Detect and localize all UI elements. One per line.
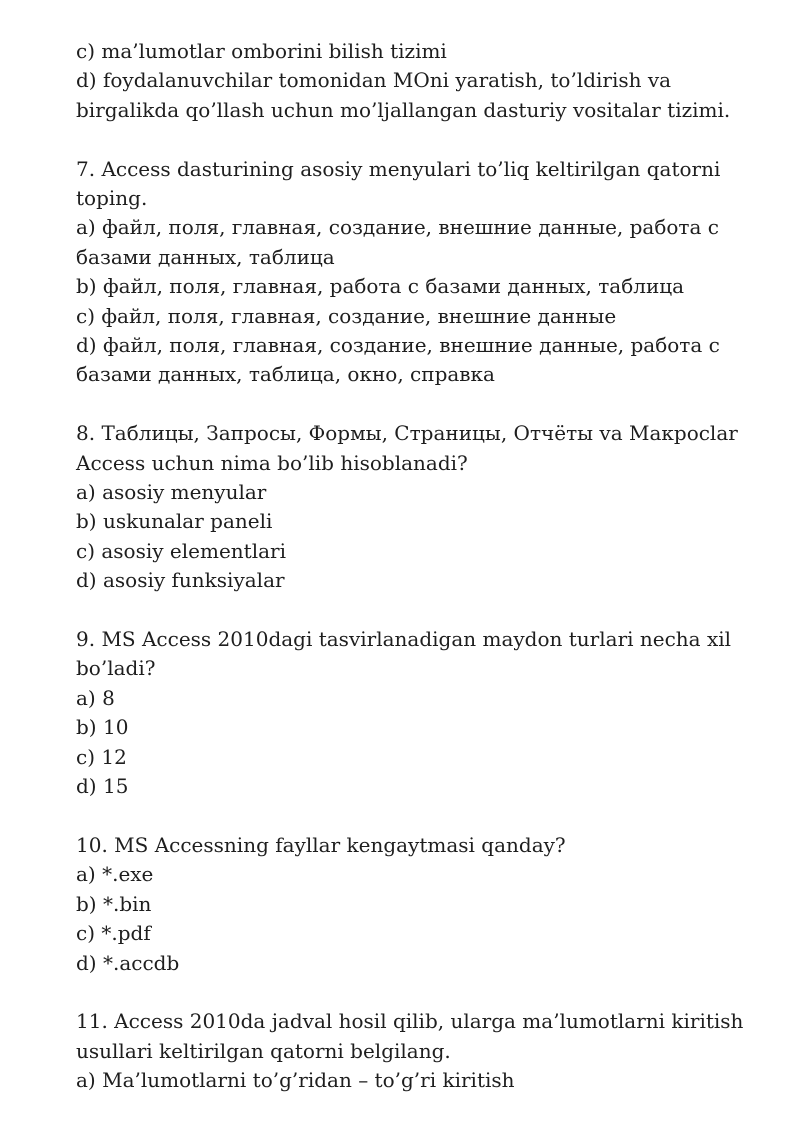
question-block-9 <box>76 625 766 801</box>
answer-option: c) ma’lumotlar omborini bilish tizimi <box>76 39 447 63</box>
answer-option: a) asosiy menyular <box>76 480 267 505</box>
question-block-8 <box>76 419 766 595</box>
answer-option: b) uskunalar paneli <box>76 509 273 534</box>
answer-option: c) *.pdf <box>76 921 151 946</box>
question-block-11 <box>76 1007 766 1095</box>
answer-option: d) 15 <box>76 774 129 799</box>
answer-option: d) *.accdb <box>76 950 180 975</box>
answer-option: a) *.exe <box>76 862 154 887</box>
answer-option: d) файл, поля, главная, создание, внешние данные, работа с <box>76 333 720 358</box>
question-text: 8. Таблицы, Запросы, Формы, Страницы, Отчёты va Макросlar <box>76 421 738 446</box>
question-text: bo’ladi? <box>76 656 156 681</box>
question-block-10 <box>76 831 766 978</box>
answer-option: d) foydalanuvchilar tomonidan MOni yaratish, to’ldirish va <box>76 68 672 93</box>
answer-option: b) 10 <box>76 715 129 740</box>
question-text: 11. Access 2010da jadval hosil qilib, ularga ma’lumotlarni kiritish <box>76 1009 744 1034</box>
answer-option: b) *.bin <box>76 891 152 916</box>
question-text: usullari keltirilgan qatorni belgilang. <box>76 1038 451 1063</box>
question-text: 9. MS Access 2010dagi tasvirlanadigan maydon turlari necha xil <box>76 627 732 652</box>
answer-option: b) файл, поля, главная, работа с базами данных, таблица <box>76 274 685 299</box>
paragraph-gap <box>76 596 766 625</box>
answer-option-continuation: базами данных, таблица, окно, справка <box>76 362 495 387</box>
document-page <box>76 37 766 1096</box>
question-text: toping. <box>76 186 148 211</box>
answer-option: d) asosiy funksiyalar <box>76 568 285 593</box>
intro-block <box>76 37 766 125</box>
answer-option: a) 8 <box>76 685 115 710</box>
answer-option-continuation: базами данных, таблица <box>76 244 335 269</box>
answer-option: c) asosiy elementlari <box>76 538 286 563</box>
paragraph-gap <box>76 125 766 154</box>
answer-option: c) 12 <box>76 744 127 769</box>
answer-option: c) файл, поля, главная, создание, внешние данные <box>76 303 617 328</box>
paragraph-gap <box>76 390 766 419</box>
question-text: 7. Access dasturining asosiy menyulari to’liq keltirilgan qatorni <box>76 156 721 181</box>
answer-option: a) Ma’lumotlarni to’g’ridan – to’g’ri kiritish <box>76 1068 515 1093</box>
answer-option: a) файл, поля, главная, создание, внешние данные, работа с <box>76 215 719 240</box>
question-text: Access uchun nima bo’lib hisoblanadi? <box>76 450 468 475</box>
question-block-7 <box>76 155 766 390</box>
answer-option-continuation: birgalikda qo’llash uchun mo’ljallangan dasturiy vositalar tizimi. <box>76 97 731 122</box>
paragraph-gap <box>76 802 766 831</box>
question-text: 10. MS Accessning fayllar kengaytmasi qanday? <box>76 832 566 857</box>
paragraph-gap <box>76 978 766 1007</box>
